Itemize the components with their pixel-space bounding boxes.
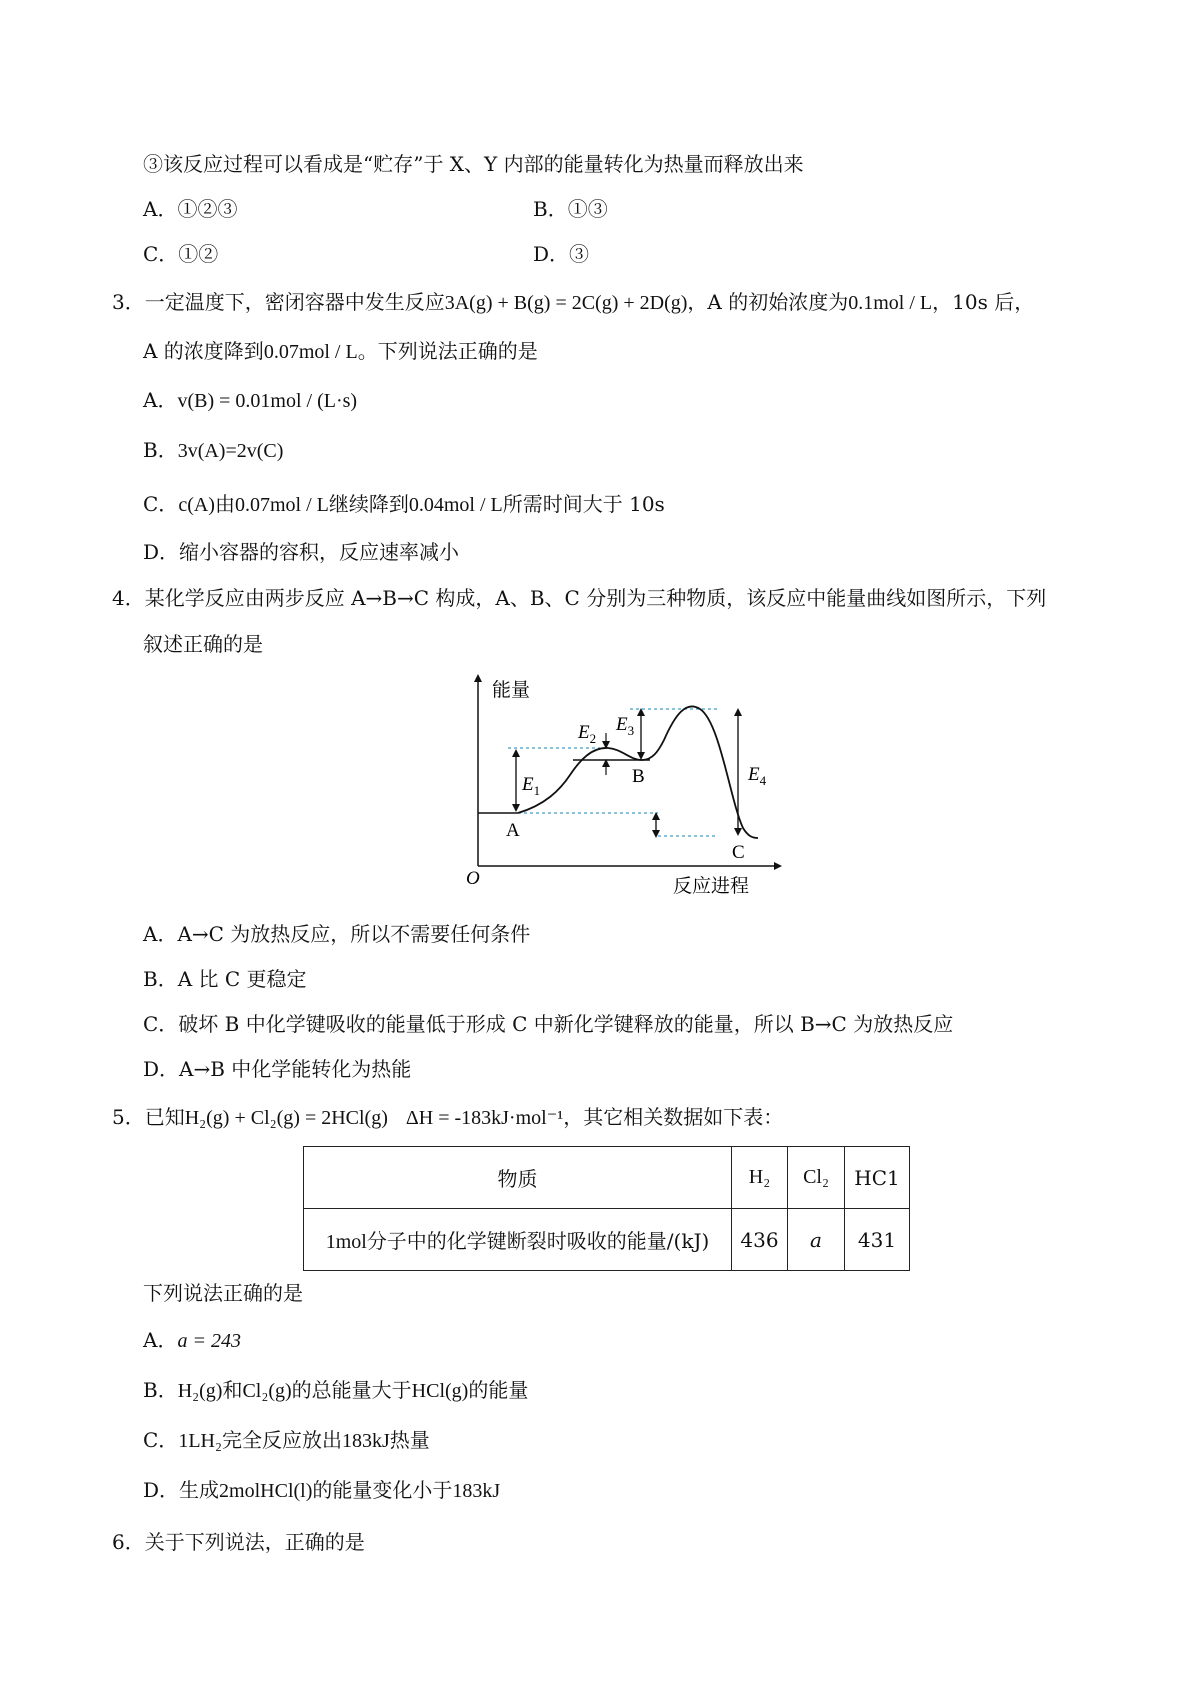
e3-label: $E_3$ — [616, 714, 635, 738]
header-substance: 物质 — [304, 1147, 732, 1209]
q2-statement-3: ③该反应过程可以看成是“贮存”于 X、Y 内部的能量转化为热量而释放出来 — [143, 152, 804, 176]
point-a-label: A — [506, 820, 520, 841]
q3-reaction: 3A(g) + B(g) = 2C(g) + 2D(g) — [444, 292, 688, 314]
q2-option-c: C．①② — [143, 242, 219, 266]
e1-label: $E_1$ — [522, 774, 541, 798]
q4-option-c: C．破坏 B 中化学键吸收的能量低于形成 C 中新化学键释放的能量，所以 B→C 为放热反应 — [143, 1012, 954, 1036]
point-b-label: B — [632, 766, 645, 787]
q5-stem-prefix: 5．已知 — [112, 1105, 185, 1129]
q2-option-d: D．③ — [533, 242, 590, 266]
q3-option-c-expr1: c(A) — [178, 494, 215, 516]
table-row — [304, 1209, 910, 1271]
row-label-text: 分子中的化学键断裂时吸收的能量/(kJ) — [366, 1229, 710, 1253]
q4-option-d: D．A→B 中化学能转化为热能 — [143, 1057, 412, 1081]
q5-option-a-label: A． — [143, 1328, 178, 1352]
q5-option-b-expr1: H₂(g) — [177, 1380, 223, 1402]
q5-option-d — [143, 1476, 500, 1505]
q5-option-d-label: D．生成 — [143, 1478, 220, 1502]
q3-option-c — [143, 490, 665, 519]
q5-option-a — [143, 1326, 241, 1355]
q3-option-a-expr: v(B) = 0.01mol / (L·s) — [177, 390, 358, 412]
row-label-mol: 1mol — [325, 1231, 367, 1253]
q6-stem: 6．关于下列说法，正确的是 — [112, 1530, 365, 1554]
q4-stem-line1: 4．某化学反应由两步反应 A→B→C 构成，A、B、C 分别为三种物质，该反应中能量曲线如图所示，下列 — [112, 586, 1047, 610]
q5-option-a-expr: a = 243 — [177, 1330, 241, 1352]
q5-option-b-expr3: HCl(g) — [411, 1380, 469, 1402]
q5-option-c — [143, 1426, 430, 1455]
q3-option-b-expr: 3v(A)=2v(C) — [177, 440, 284, 462]
q3-final-concentration: 0.07mol / L — [263, 341, 358, 363]
q3-option-c-text1: 由 — [214, 492, 235, 516]
q3-option-b-label: B． — [143, 438, 178, 462]
q3-line2-suffix: 。下列说法正确的是 — [357, 339, 538, 363]
header-hcl: HC1 — [845, 1147, 910, 1209]
q5-option-c-text1: 完全反应放出 — [221, 1428, 342, 1452]
value-hcl: 431 — [845, 1209, 910, 1271]
table-row — [304, 1147, 910, 1209]
q5-option-d-text1: 的能量变化小于 — [312, 1478, 453, 1502]
q5-follow: 下列说法正确的是 — [143, 1281, 303, 1305]
q3-stem-prefix: 3．一定温度下，密闭容器中发生反应 — [112, 290, 445, 314]
q5-option-b-text1: 和 — [222, 1378, 243, 1402]
x-axis-label: 反应进程 — [673, 876, 750, 897]
energy-profile-diagram — [440, 662, 790, 912]
q5-option-b-text2: 的总能量大于 — [291, 1378, 412, 1402]
header-cl2: Cl₂ — [788, 1147, 845, 1209]
y-axis-label: 能量 — [492, 680, 531, 701]
q2-option-b: B．①③ — [533, 197, 608, 221]
q3-stem-mid: ，A 的初始浓度为 — [687, 290, 849, 314]
e4-label: $E_4$ — [748, 764, 767, 788]
q5-delta-h: ΔH = -183kJ·mol⁻¹ — [405, 1107, 564, 1129]
origin-label: O — [466, 868, 480, 889]
q3-initial-concentration: 0.1mol / L — [848, 292, 933, 314]
q3-line2-prefix: A 的浓度降到 — [143, 339, 264, 363]
q2-option-a: A．①②③ — [143, 197, 238, 221]
q5-option-b-text3: 的能量 — [468, 1378, 529, 1402]
q5-option-b-label: B． — [143, 1378, 178, 1402]
q3-option-c-label: C． — [143, 492, 179, 516]
q3-option-a — [143, 386, 357, 415]
q4-stem-line2: 叙述正确的是 — [143, 632, 263, 656]
guide-lines — [508, 709, 718, 836]
q3-option-d: D．缩小容器的容积，反应速率减小 — [143, 540, 460, 564]
q5-option-d-expr2: 183kJ — [452, 1480, 501, 1502]
header-h2: H₂ — [732, 1147, 788, 1209]
q3-option-c-text2: 继续降到 — [328, 492, 409, 516]
row-label — [304, 1209, 732, 1271]
q3-option-b — [143, 436, 283, 465]
q5-option-c-expr2: 183kJ — [341, 1430, 390, 1452]
q3-stem-suffix: ，10s 后， — [932, 290, 1035, 314]
q5-reaction: H₂(g) + Cl₂(g) = 2HCl(g) — [184, 1107, 388, 1129]
value-cl2: a — [788, 1209, 845, 1271]
q4-option-a: A．A→C 为放热反应，所以不需要任何条件 — [143, 922, 531, 946]
q3-option-c-expr2: 0.07mol / L — [234, 494, 329, 516]
q3-stem-line1 — [112, 288, 1034, 317]
q3-option-a-label: A． — [143, 388, 178, 412]
q3-option-c-text3: 所需时间大于 10s — [502, 492, 665, 516]
q5-option-b — [143, 1376, 528, 1405]
bond-energy-table — [303, 1146, 910, 1271]
q5-option-c-expr1: 1LH₂ — [178, 1430, 222, 1452]
q4-option-b: B．A 比 C 更稳定 — [143, 967, 307, 991]
q5-stem-suffix: ，其它相关数据如下表： — [563, 1105, 784, 1129]
e2-label: $E_2$ — [578, 722, 597, 746]
value-h2: 436 — [732, 1209, 788, 1271]
q5-option-c-text2: 热量 — [389, 1428, 430, 1452]
q3-option-c-expr3: 0.04mol / L — [408, 494, 503, 516]
q5-stem — [112, 1103, 783, 1132]
point-c-label: C — [732, 842, 745, 863]
q3-stem-line2 — [143, 337, 538, 366]
q5-option-b-expr2: Cl₂(g) — [242, 1380, 292, 1402]
q5-option-c-label: C． — [143, 1428, 179, 1452]
q5-option-d-expr1: 2molHCl(l) — [219, 1480, 313, 1502]
